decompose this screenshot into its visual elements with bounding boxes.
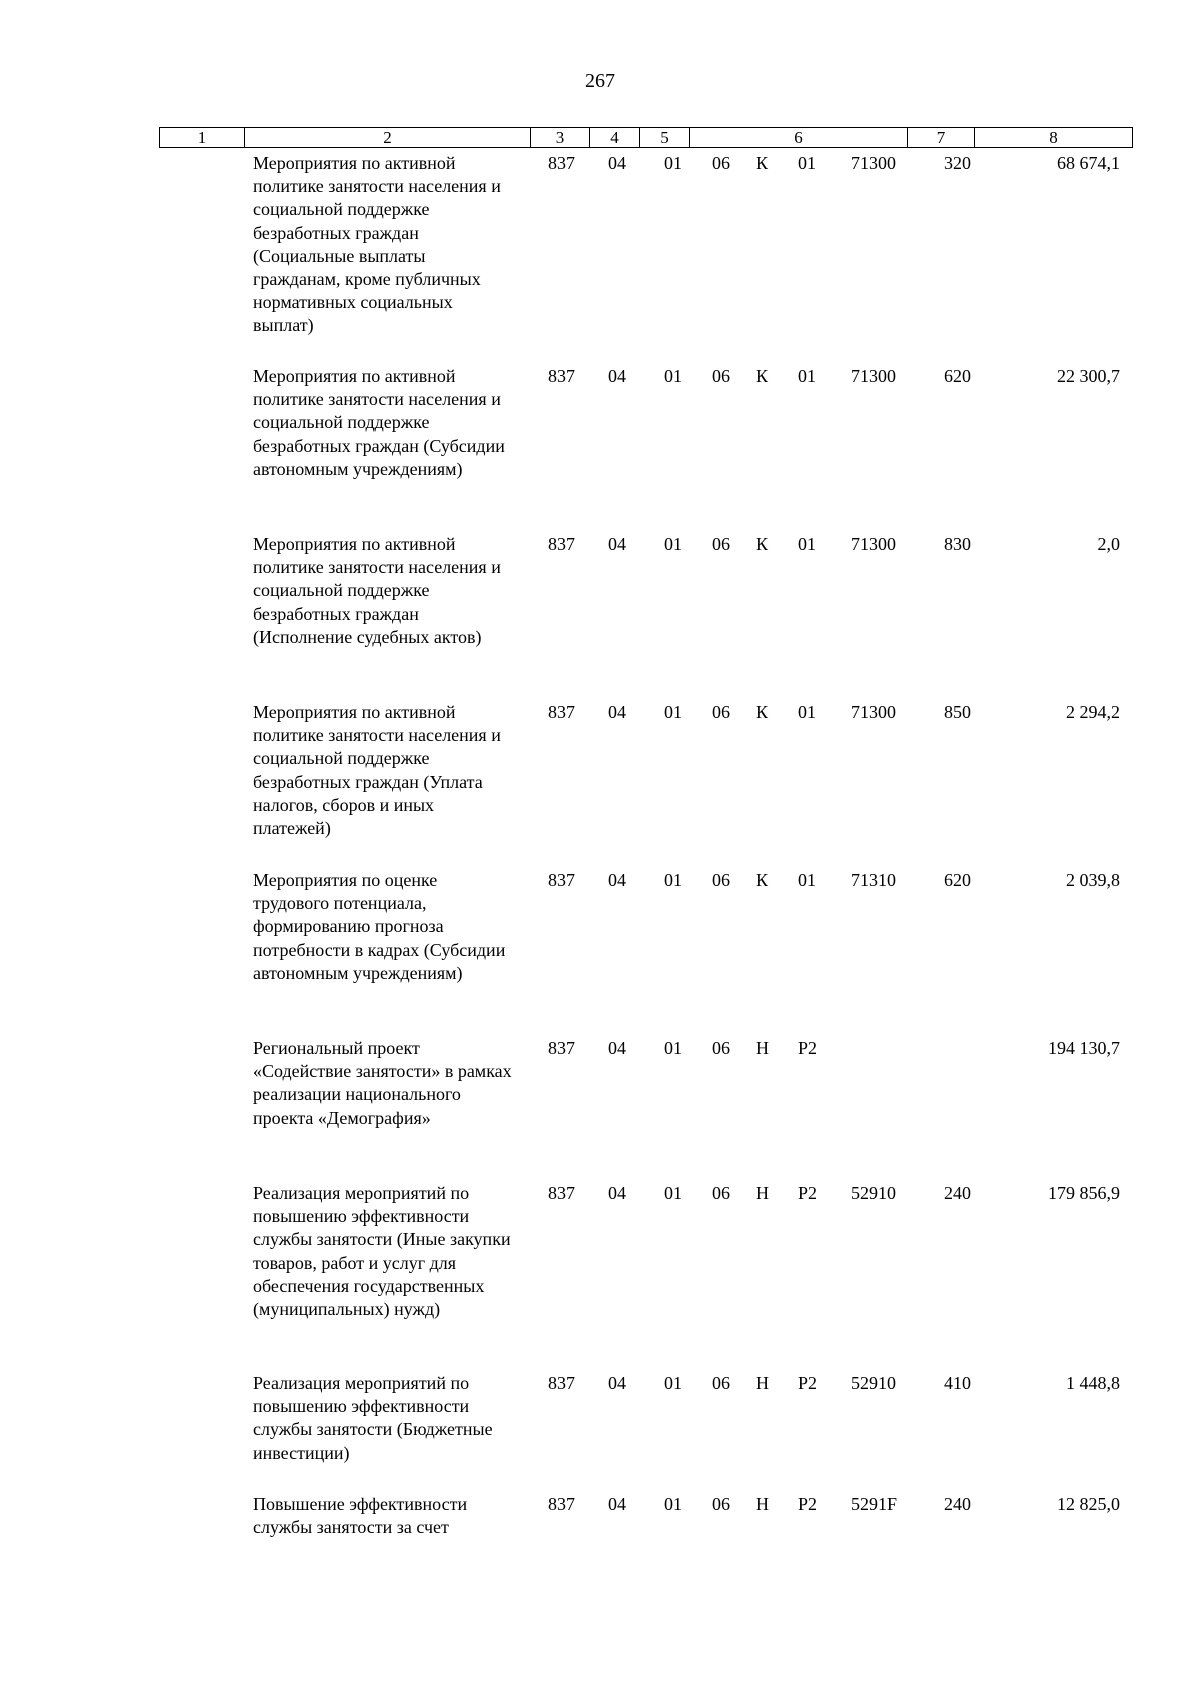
col6-part4: 71300	[851, 702, 896, 722]
table-row	[0, 365, 1200, 533]
col6-part2: К	[756, 702, 769, 722]
col3-value: 837	[548, 153, 575, 173]
col6-part1: 06	[712, 1038, 730, 1058]
col8-value: 194 130,7	[1048, 1038, 1120, 1058]
col4-value: 04	[608, 153, 626, 173]
header-col-1: 1	[197, 128, 207, 147]
col3-value: 837	[548, 702, 575, 722]
col6-part2: Н	[756, 1038, 769, 1058]
col3-value: 837	[548, 1183, 575, 1203]
table-row	[0, 533, 1200, 701]
header-col-4: 4	[589, 128, 639, 147]
col8-value: 2 294,2	[1066, 702, 1120, 722]
row-description: Мероприятия по оценке трудового потенциала, формированию прогноза потребности в кадрах (Субсидии автономным учреждениям)	[253, 870, 506, 983]
table-body	[0, 152, 1200, 1553]
col3-value: 837	[548, 366, 575, 386]
col6-part4: 71300	[851, 153, 896, 173]
col7-value: 830	[944, 534, 971, 554]
row-description: Реализация мероприятий по повышению эффективности службы занятости (Бюджетные инвестиции)	[253, 1373, 493, 1463]
col4-value: 04	[608, 1038, 626, 1058]
col6-part4: 71310	[851, 870, 896, 890]
col6-part1: 06	[712, 702, 730, 722]
header-col-8: 8	[974, 128, 1132, 147]
col4-value: 04	[608, 1494, 626, 1514]
col3-value: 837	[548, 870, 575, 890]
col5-value: 01	[664, 1183, 682, 1203]
table-row	[0, 701, 1200, 869]
col6-part1: 06	[712, 534, 730, 554]
col6-part4: 52910	[851, 1373, 896, 1393]
col7-value: 850	[944, 702, 971, 722]
table-row	[0, 1037, 1200, 1182]
col5-value: 01	[664, 153, 682, 173]
col6-part1: 06	[712, 1183, 730, 1203]
col5-value: 01	[664, 1038, 682, 1058]
row-description: Региональный проект «Содействие занятости» в рамках реализации национального проекта «Демография»	[253, 1038, 512, 1128]
col6-part1: 06	[712, 153, 730, 173]
header-col-3: 3	[530, 128, 589, 147]
col7-value: 240	[944, 1494, 971, 1514]
row-description: Мероприятия по активной политике занятости населения и социальной поддержке безработных граждан (Социальные выплаты гражданам, кроме публичных нормативных социальных выплат)	[253, 153, 501, 336]
header-col-2: 2	[244, 128, 530, 147]
table-header	[159, 127, 1133, 148]
table-row	[0, 152, 1200, 365]
col7-value: 410	[944, 1373, 971, 1393]
col4-value: 04	[608, 1373, 626, 1393]
col5-value: 01	[664, 534, 682, 554]
col4-value: 04	[608, 1183, 626, 1203]
col3-value: 837	[548, 534, 575, 554]
col6-part3: 01	[798, 870, 816, 890]
header-col-6: 6	[689, 128, 907, 147]
table-row	[0, 1493, 1200, 1553]
col6-part4: 71300	[851, 366, 896, 386]
col4-value: 04	[608, 702, 626, 722]
col6-part3: Р2	[798, 1373, 818, 1393]
col6-part2: К	[756, 870, 769, 890]
col8-value: 68 674,1	[1057, 153, 1120, 173]
col5-value: 01	[664, 702, 682, 722]
header-col-7: 7	[907, 128, 974, 147]
col7-value: 320	[944, 153, 971, 173]
col7-value: 620	[944, 870, 971, 890]
col6-part3: Р2	[798, 1183, 818, 1203]
col6-part3: Р2	[798, 1038, 818, 1058]
row-description: Реализация мероприятий по повышению эффективности службы занятости (Иные закупки товаров, работ и услуг для обеспечения государственных (муниципальных) нужд)	[253, 1183, 511, 1320]
page-number: 267	[585, 70, 615, 92]
col6-part4: 5291F	[851, 1494, 898, 1514]
col6-part1: 06	[712, 1373, 730, 1393]
col4-value: 04	[608, 366, 626, 386]
col8-value: 179 856,9	[1048, 1183, 1120, 1203]
col6-part3: Р2	[798, 1494, 818, 1514]
col6-part3: 01	[798, 153, 816, 173]
col5-value: 01	[664, 1494, 682, 1514]
col6-part1: 06	[712, 1494, 730, 1514]
col6-part4: 52910	[851, 1183, 896, 1203]
col6-part2: К	[756, 153, 769, 173]
header-col-5: 5	[639, 128, 689, 147]
row-description: Повышение эффективности службы занятости за счет	[253, 1494, 468, 1538]
col6-part2: Н	[756, 1373, 769, 1393]
col8-value: 2 039,8	[1066, 870, 1120, 890]
col6-part2: Н	[756, 1494, 769, 1514]
col4-value: 04	[608, 534, 626, 554]
row-description: Мероприятия по активной политике занятости населения и социальной поддержке безработных граждан (Исполнение судебных актов)	[253, 534, 501, 647]
row-description: Мероприятия по активной политике занятости населения и социальной поддержке безработных граждан (Уплата налогов, сборов и иных платежей)	[253, 702, 501, 839]
col6-part1: 06	[712, 366, 730, 386]
col8-value: 12 825,0	[1057, 1494, 1120, 1514]
col4-value: 04	[608, 870, 626, 890]
col6-part3: 01	[798, 702, 816, 722]
col3-value: 837	[548, 1494, 575, 1514]
col6-part4: 71300	[851, 534, 896, 554]
table-row	[0, 1372, 1200, 1493]
table-row	[0, 1182, 1200, 1372]
col8-value: 1 448,8	[1066, 1373, 1120, 1393]
col5-value: 01	[664, 366, 682, 386]
col7-value: 240	[944, 1183, 971, 1203]
col6-part3: 01	[798, 366, 816, 386]
col5-value: 01	[664, 1373, 682, 1393]
col3-value: 837	[548, 1373, 575, 1393]
col5-value: 01	[664, 870, 682, 890]
col6-part2: К	[756, 534, 769, 554]
col6-part3: 01	[798, 534, 816, 554]
col6-part2: К	[756, 366, 769, 386]
col3-value: 837	[548, 1038, 575, 1058]
col6-part1: 06	[712, 870, 730, 890]
col8-value: 2,0	[1097, 534, 1120, 554]
row-description: Мероприятия по активной политике занятости населения и социальной поддержке безработных граждан (Субсидии автономным учреждениям)	[253, 366, 505, 479]
table-row	[0, 869, 1200, 1037]
col7-value: 620	[944, 366, 971, 386]
col6-part2: Н	[756, 1183, 769, 1203]
col8-value: 22 300,7	[1057, 366, 1120, 386]
